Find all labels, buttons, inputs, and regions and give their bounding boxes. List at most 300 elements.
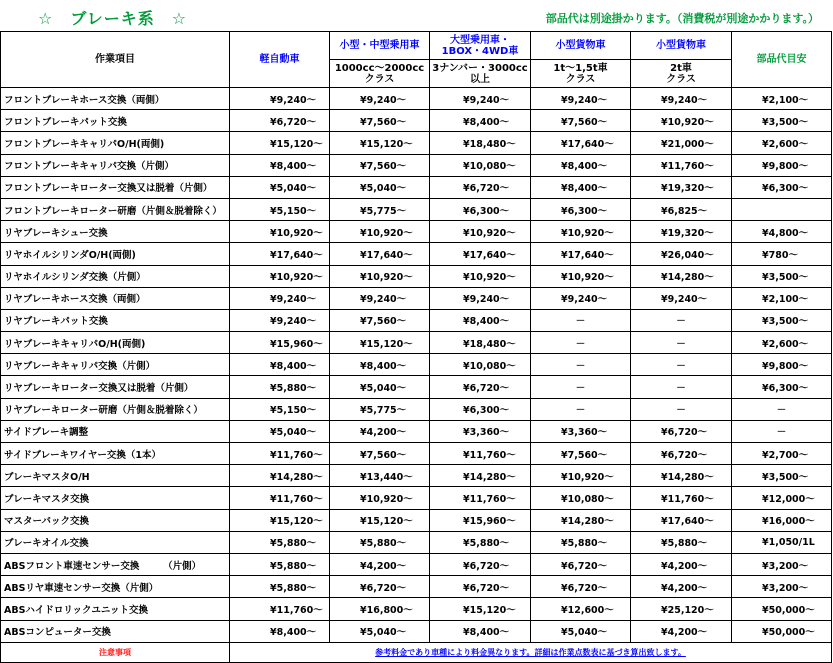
price-cell <box>531 531 631 553</box>
price-value: ¥11,760～ <box>270 493 323 505</box>
price-cell <box>531 265 631 287</box>
price-cell <box>430 509 531 531</box>
price-value: ¥6,825～ <box>661 205 708 217</box>
price-cell <box>330 154 430 176</box>
price-cell <box>430 221 531 243</box>
price-cell <box>631 598 732 620</box>
price-cell <box>531 332 631 354</box>
price-value: ¥14,280～ <box>661 272 714 284</box>
price-value: ¥7,560～ <box>360 316 407 328</box>
price-cell <box>330 553 430 575</box>
price-value: ¥10,920～ <box>561 272 614 284</box>
price-value: ¥6,300～ <box>762 383 809 395</box>
price-value: ¥4,200～ <box>661 627 708 639</box>
price-cell <box>631 443 732 465</box>
work-item: リヤブレーキキャリパO/H(両側) <box>1 332 230 354</box>
price-value: ¥1,050/1L <box>762 536 815 548</box>
price-value: ¥9,240～ <box>463 94 510 106</box>
price-cell <box>531 287 631 309</box>
work-item: リヤホイルシリンダO/H(両側) <box>1 243 230 265</box>
work-item: フロントブレーキパット交換 <box>1 110 230 132</box>
price-cell <box>330 88 430 110</box>
price-value: － <box>575 338 586 350</box>
work-item: リヤホイルシリンダ交換（片側） <box>1 265 230 287</box>
table-row <box>1 420 832 442</box>
price-value: ¥780～ <box>762 249 798 261</box>
price-cell <box>430 243 531 265</box>
price-value: ¥4,800～ <box>762 227 809 239</box>
price-value: ¥10,920～ <box>270 272 323 284</box>
price-cell <box>732 376 832 398</box>
table-row <box>1 221 832 243</box>
price-value: ¥15,960～ <box>270 338 323 350</box>
price-value: ¥15,960～ <box>463 516 516 528</box>
price-value: ¥6,720～ <box>561 560 608 572</box>
price-cell <box>430 553 531 575</box>
price-cell <box>531 243 631 265</box>
price-cell <box>631 420 732 442</box>
price-value: ¥10,920～ <box>360 493 413 505</box>
price-value: ¥7,560～ <box>360 161 407 173</box>
price-cell <box>732 154 832 176</box>
price-value: ¥6,720～ <box>463 383 510 395</box>
price-cell <box>430 287 531 309</box>
price-cell <box>230 398 330 420</box>
price-value: ¥50,000～ <box>762 627 815 639</box>
price-cell <box>732 221 832 243</box>
price-cell <box>230 154 330 176</box>
price-value: ¥3,500～ <box>762 316 809 328</box>
table-row <box>1 354 832 376</box>
price-value: ¥5,880～ <box>561 538 608 550</box>
price-value: ¥17,640～ <box>270 249 323 261</box>
price-cell <box>631 309 732 331</box>
price-cell <box>732 198 832 220</box>
table-row <box>1 132 832 154</box>
price-value: ¥15,120～ <box>270 516 323 528</box>
price-value: ¥10,920～ <box>360 227 413 239</box>
price-value: ¥14,280～ <box>561 516 614 528</box>
price-cell <box>531 443 631 465</box>
table-row <box>1 309 832 331</box>
price-value: － <box>575 360 586 372</box>
price-value: ¥11,760～ <box>270 604 323 616</box>
price-value: ¥3,360～ <box>463 427 510 439</box>
table-row <box>1 88 832 110</box>
price-value: ¥5,040～ <box>270 427 317 439</box>
price-cell <box>330 443 430 465</box>
work-item: サイドブレーキ調整 <box>1 420 230 442</box>
price-cell <box>531 398 631 420</box>
table-row <box>1 376 832 398</box>
price-cell <box>531 598 631 620</box>
price-cell <box>732 465 832 487</box>
price-cell <box>732 243 832 265</box>
price-cell <box>531 132 631 154</box>
price-cell <box>230 598 330 620</box>
price-cell <box>631 398 732 420</box>
table-row <box>1 509 832 531</box>
price-value: ¥6,720～ <box>463 183 510 195</box>
price-value: ¥16,800～ <box>360 604 413 616</box>
price-value: ¥6,300～ <box>762 183 809 195</box>
price-cell <box>732 354 832 376</box>
price-cell <box>330 176 430 198</box>
price-value: ¥14,280～ <box>661 471 714 483</box>
table-row <box>1 243 832 265</box>
price-cell <box>732 398 832 420</box>
price-value: ¥9,240～ <box>561 94 608 106</box>
price-value: ¥3,200～ <box>762 582 809 594</box>
price-value: ¥8,400～ <box>561 161 608 173</box>
price-value: ¥10,080～ <box>561 493 614 505</box>
price-value: ¥7,560～ <box>360 116 407 128</box>
price-value: ¥25,120～ <box>661 604 714 616</box>
table-row <box>1 398 832 420</box>
column-header-parts: 部品代目安 <box>732 32 832 88</box>
price-value: ¥10,920～ <box>360 272 413 284</box>
price-value: ¥9,240～ <box>360 294 407 306</box>
work-item: リヤブレーキシュー交換 <box>1 221 230 243</box>
price-value: ¥50,000～ <box>762 604 815 616</box>
column-header-item: 作業項目 <box>1 32 230 88</box>
price-cell <box>230 465 330 487</box>
price-value: ¥7,560～ <box>561 116 608 128</box>
price-cell <box>330 420 430 442</box>
column-header-kei: 軽自動車 <box>230 32 330 88</box>
price-cell <box>732 598 832 620</box>
price-cell <box>330 487 430 509</box>
price-value: － <box>575 383 586 395</box>
price-cell <box>631 176 732 198</box>
price-cell <box>531 509 631 531</box>
price-value: ¥3,360～ <box>561 427 608 439</box>
price-cell <box>732 487 832 509</box>
price-cell <box>430 376 531 398</box>
price-value: ¥5,880～ <box>270 538 317 550</box>
work-item: ABSフロント車速センサー交換 （片側） <box>1 553 230 575</box>
price-cell <box>531 176 631 198</box>
price-cell <box>631 110 732 132</box>
notes-label: 注意事項 <box>1 642 230 662</box>
price-cell <box>430 110 531 132</box>
price-cell <box>230 509 330 531</box>
price-cell <box>230 487 330 509</box>
price-cell <box>430 531 531 553</box>
price-cell <box>230 354 330 376</box>
price-cell <box>230 620 330 642</box>
price-value: ¥17,640～ <box>661 516 714 528</box>
price-table <box>0 31 832 663</box>
price-cell <box>430 465 531 487</box>
price-cell <box>531 465 631 487</box>
price-cell <box>230 309 330 331</box>
price-value: － <box>676 383 686 395</box>
price-value: ¥2,600～ <box>762 138 809 150</box>
price-value: ¥12,000～ <box>762 493 815 505</box>
price-value: ¥4,200～ <box>360 427 407 439</box>
price-cell <box>631 332 732 354</box>
price-value: ¥4,200～ <box>360 560 407 572</box>
column-header-small-mid: 小型・中型乗用車 <box>330 32 430 60</box>
price-value: ¥12,600～ <box>561 604 614 616</box>
table-row <box>1 287 832 309</box>
price-value: ¥19,320～ <box>661 183 714 195</box>
price-value: ¥10,920～ <box>661 116 714 128</box>
price-cell <box>732 553 832 575</box>
price-value: ¥16,000～ <box>762 516 815 528</box>
table-row <box>1 620 832 642</box>
table-row <box>1 465 832 487</box>
price-value: ¥10,080～ <box>463 161 516 173</box>
table-row <box>1 531 832 553</box>
price-cell <box>330 265 430 287</box>
price-value: ¥10,920～ <box>270 227 323 239</box>
price-cell <box>330 531 430 553</box>
price-cell <box>631 376 732 398</box>
price-value: ¥9,800～ <box>762 161 809 173</box>
price-cell <box>230 420 330 442</box>
price-cell <box>330 598 430 620</box>
price-cell <box>732 132 832 154</box>
price-value: ¥9,240～ <box>463 294 510 306</box>
price-cell <box>330 376 430 398</box>
price-cell <box>330 132 430 154</box>
work-item: ブレーキオイル交換 <box>1 531 230 553</box>
price-cell <box>430 132 531 154</box>
price-cell <box>330 110 430 132</box>
price-cell <box>430 265 531 287</box>
table-row <box>1 487 832 509</box>
table-row <box>1 332 832 354</box>
price-cell <box>631 620 732 642</box>
price-value: ¥7,560～ <box>360 449 407 461</box>
work-item: マスターバック交換 <box>1 509 230 531</box>
price-cell <box>230 243 330 265</box>
price-value: ¥8,400～ <box>561 183 608 195</box>
table-row <box>1 443 832 465</box>
price-value: ¥2,700～ <box>762 449 809 461</box>
price-cell <box>430 398 531 420</box>
price-cell <box>531 553 631 575</box>
price-value: ¥8,400～ <box>270 627 317 639</box>
price-value: ¥7,560～ <box>561 449 608 461</box>
price-value: ¥9,240～ <box>561 294 608 306</box>
price-value: － <box>676 360 686 372</box>
work-item: フロントブレーキホース交換（両側） <box>1 88 230 110</box>
price-value: ¥5,040～ <box>360 627 407 639</box>
column-header-small-truck-2t: 小型貨物車 <box>631 32 732 60</box>
price-value: － <box>575 405 586 417</box>
price-value: － <box>676 338 686 350</box>
price-cell <box>430 576 531 598</box>
price-value: ¥17,640～ <box>360 249 413 261</box>
work-item: ブレーキマスタ交換 <box>1 487 230 509</box>
price-cell <box>631 88 732 110</box>
price-value: ¥5,880～ <box>270 560 317 572</box>
price-cell <box>330 576 430 598</box>
price-cell <box>230 176 330 198</box>
price-value: ¥8,400～ <box>360 360 407 372</box>
price-cell <box>230 198 330 220</box>
price-value: ¥19,320～ <box>661 227 714 239</box>
price-value: ¥4,200～ <box>661 560 708 572</box>
work-item: ABSコンピューター交換 <box>1 620 230 642</box>
price-cell <box>330 465 430 487</box>
price-value: ¥5,880～ <box>270 383 317 395</box>
price-value: ¥5,880～ <box>360 538 407 550</box>
price-cell <box>330 509 430 531</box>
price-value: ¥2,100～ <box>762 294 809 306</box>
price-value: ¥9,240～ <box>661 94 708 106</box>
price-cell <box>430 154 531 176</box>
price-cell <box>531 198 631 220</box>
price-cell <box>230 531 330 553</box>
price-value: ¥3,500～ <box>762 116 809 128</box>
price-value: ¥10,920～ <box>463 227 516 239</box>
price-value: ¥6,720～ <box>463 560 510 572</box>
column-header-large: 大型乗用車・ 1BOX・4WD車 <box>430 32 531 60</box>
price-value: ¥8,400～ <box>463 116 510 128</box>
price-cell <box>531 88 631 110</box>
price-cell <box>631 198 732 220</box>
price-value: ¥6,300～ <box>561 205 608 217</box>
price-value: ¥6,300～ <box>463 405 510 417</box>
work-item: ABSハイドロリックユニット交換 <box>1 598 230 620</box>
price-cell <box>531 376 631 398</box>
price-value: ¥11,760～ <box>661 161 714 173</box>
price-value: ¥9,240～ <box>360 94 407 106</box>
price-cell <box>631 354 732 376</box>
price-value: ¥5,880～ <box>463 538 510 550</box>
price-cell <box>430 332 531 354</box>
price-cell <box>732 332 832 354</box>
price-value: ¥10,920～ <box>463 272 516 284</box>
price-value: ¥5,880～ <box>661 538 708 550</box>
price-cell <box>631 221 732 243</box>
price-value: ¥15,120～ <box>360 338 413 350</box>
price-cell <box>531 487 631 509</box>
price-cell <box>732 176 832 198</box>
price-cell <box>631 287 732 309</box>
column-subheader-small-truck-2t: 2t車 クラス <box>631 60 732 88</box>
price-value: ¥14,280～ <box>270 471 323 483</box>
price-value: ¥11,760～ <box>463 493 516 505</box>
notes-text: 参考料金であり車種により料金異なります。詳細は作業点数表に基づき算出致します。 <box>230 642 832 662</box>
price-cell <box>430 309 531 331</box>
work-item: フロントブレーキローター交換又は脱着（片側） <box>1 176 230 198</box>
price-value: ¥10,080～ <box>463 360 516 372</box>
price-cell <box>330 332 430 354</box>
table-row <box>1 110 832 132</box>
price-value: ¥6,720～ <box>561 582 608 594</box>
price-value: － <box>776 405 787 417</box>
price-cell <box>430 620 531 642</box>
price-value: － <box>776 427 787 439</box>
price-value: ¥13,440～ <box>360 471 413 483</box>
price-cell <box>732 110 832 132</box>
price-cell <box>230 221 330 243</box>
price-value: ¥6,720～ <box>360 582 407 594</box>
price-value: ¥5,040～ <box>360 183 407 195</box>
price-cell <box>732 443 832 465</box>
work-item: ABSリヤ車速センサー交換（片側） <box>1 576 230 598</box>
price-cell <box>531 110 631 132</box>
price-cell <box>631 243 732 265</box>
price-cell <box>531 309 631 331</box>
work-item: サイドブレーキワイヤー交換（1本） <box>1 443 230 465</box>
price-cell <box>230 132 330 154</box>
price-cell <box>230 332 330 354</box>
price-value: ¥5,150～ <box>270 205 317 217</box>
price-value: ¥6,720～ <box>661 449 708 461</box>
price-cell <box>330 287 430 309</box>
price-value: － <box>676 405 686 417</box>
work-item: リヤブレーキパット交換 <box>1 309 230 331</box>
price-value: ¥8,400～ <box>270 161 317 173</box>
price-value: ¥6,720～ <box>270 116 317 128</box>
price-cell <box>230 443 330 465</box>
column-subheader-small-truck: 1t～1,5t車 クラス <box>531 60 631 88</box>
price-cell <box>430 354 531 376</box>
price-cell <box>531 154 631 176</box>
price-cell <box>430 598 531 620</box>
price-cell <box>631 576 732 598</box>
table-row <box>1 553 832 575</box>
price-cell <box>330 198 430 220</box>
price-cell <box>230 88 330 110</box>
price-value: ¥15,120～ <box>360 516 413 528</box>
price-value: － <box>575 316 586 328</box>
price-value: ¥15,120～ <box>463 604 516 616</box>
price-cell <box>732 88 832 110</box>
price-cell <box>430 487 531 509</box>
page-title: ☆ ブレーキ系 ☆ <box>38 9 188 28</box>
price-value: ¥5,880～ <box>270 582 317 594</box>
price-cell <box>330 243 430 265</box>
price-value: ¥5,040～ <box>360 383 407 395</box>
price-cell <box>631 531 732 553</box>
price-value: ¥9,240～ <box>270 294 317 306</box>
price-cell <box>631 465 732 487</box>
price-cell <box>631 509 732 531</box>
price-value: ¥3,500～ <box>762 471 809 483</box>
price-value: ¥17,640～ <box>561 249 614 261</box>
price-value: ¥5,775～ <box>360 405 407 417</box>
table-row <box>1 154 832 176</box>
price-value: ¥10,920～ <box>561 227 614 239</box>
price-cell <box>732 287 832 309</box>
price-cell <box>631 132 732 154</box>
table-row <box>1 265 832 287</box>
price-cell <box>732 265 832 287</box>
price-value: ¥8,400～ <box>463 316 510 328</box>
price-cell <box>732 576 832 598</box>
price-cell <box>230 110 330 132</box>
price-value: ¥6,720～ <box>463 582 510 594</box>
column-subheader-large: 3ナンバー・3000cc 以上 <box>430 60 531 88</box>
price-value: ¥3,200～ <box>762 560 809 572</box>
price-value: ¥10,920～ <box>561 471 614 483</box>
price-cell <box>531 354 631 376</box>
work-item: フロントブレーキローター研磨（片側＆脱着除く） <box>1 198 230 220</box>
price-cell <box>531 420 631 442</box>
price-value: ¥2,100～ <box>762 94 809 106</box>
price-cell <box>631 487 732 509</box>
price-cell <box>230 287 330 309</box>
work-item: リヤブレーキローター研磨（片側＆脱着除く） <box>1 398 230 420</box>
price-value: ¥5,040～ <box>270 183 317 195</box>
